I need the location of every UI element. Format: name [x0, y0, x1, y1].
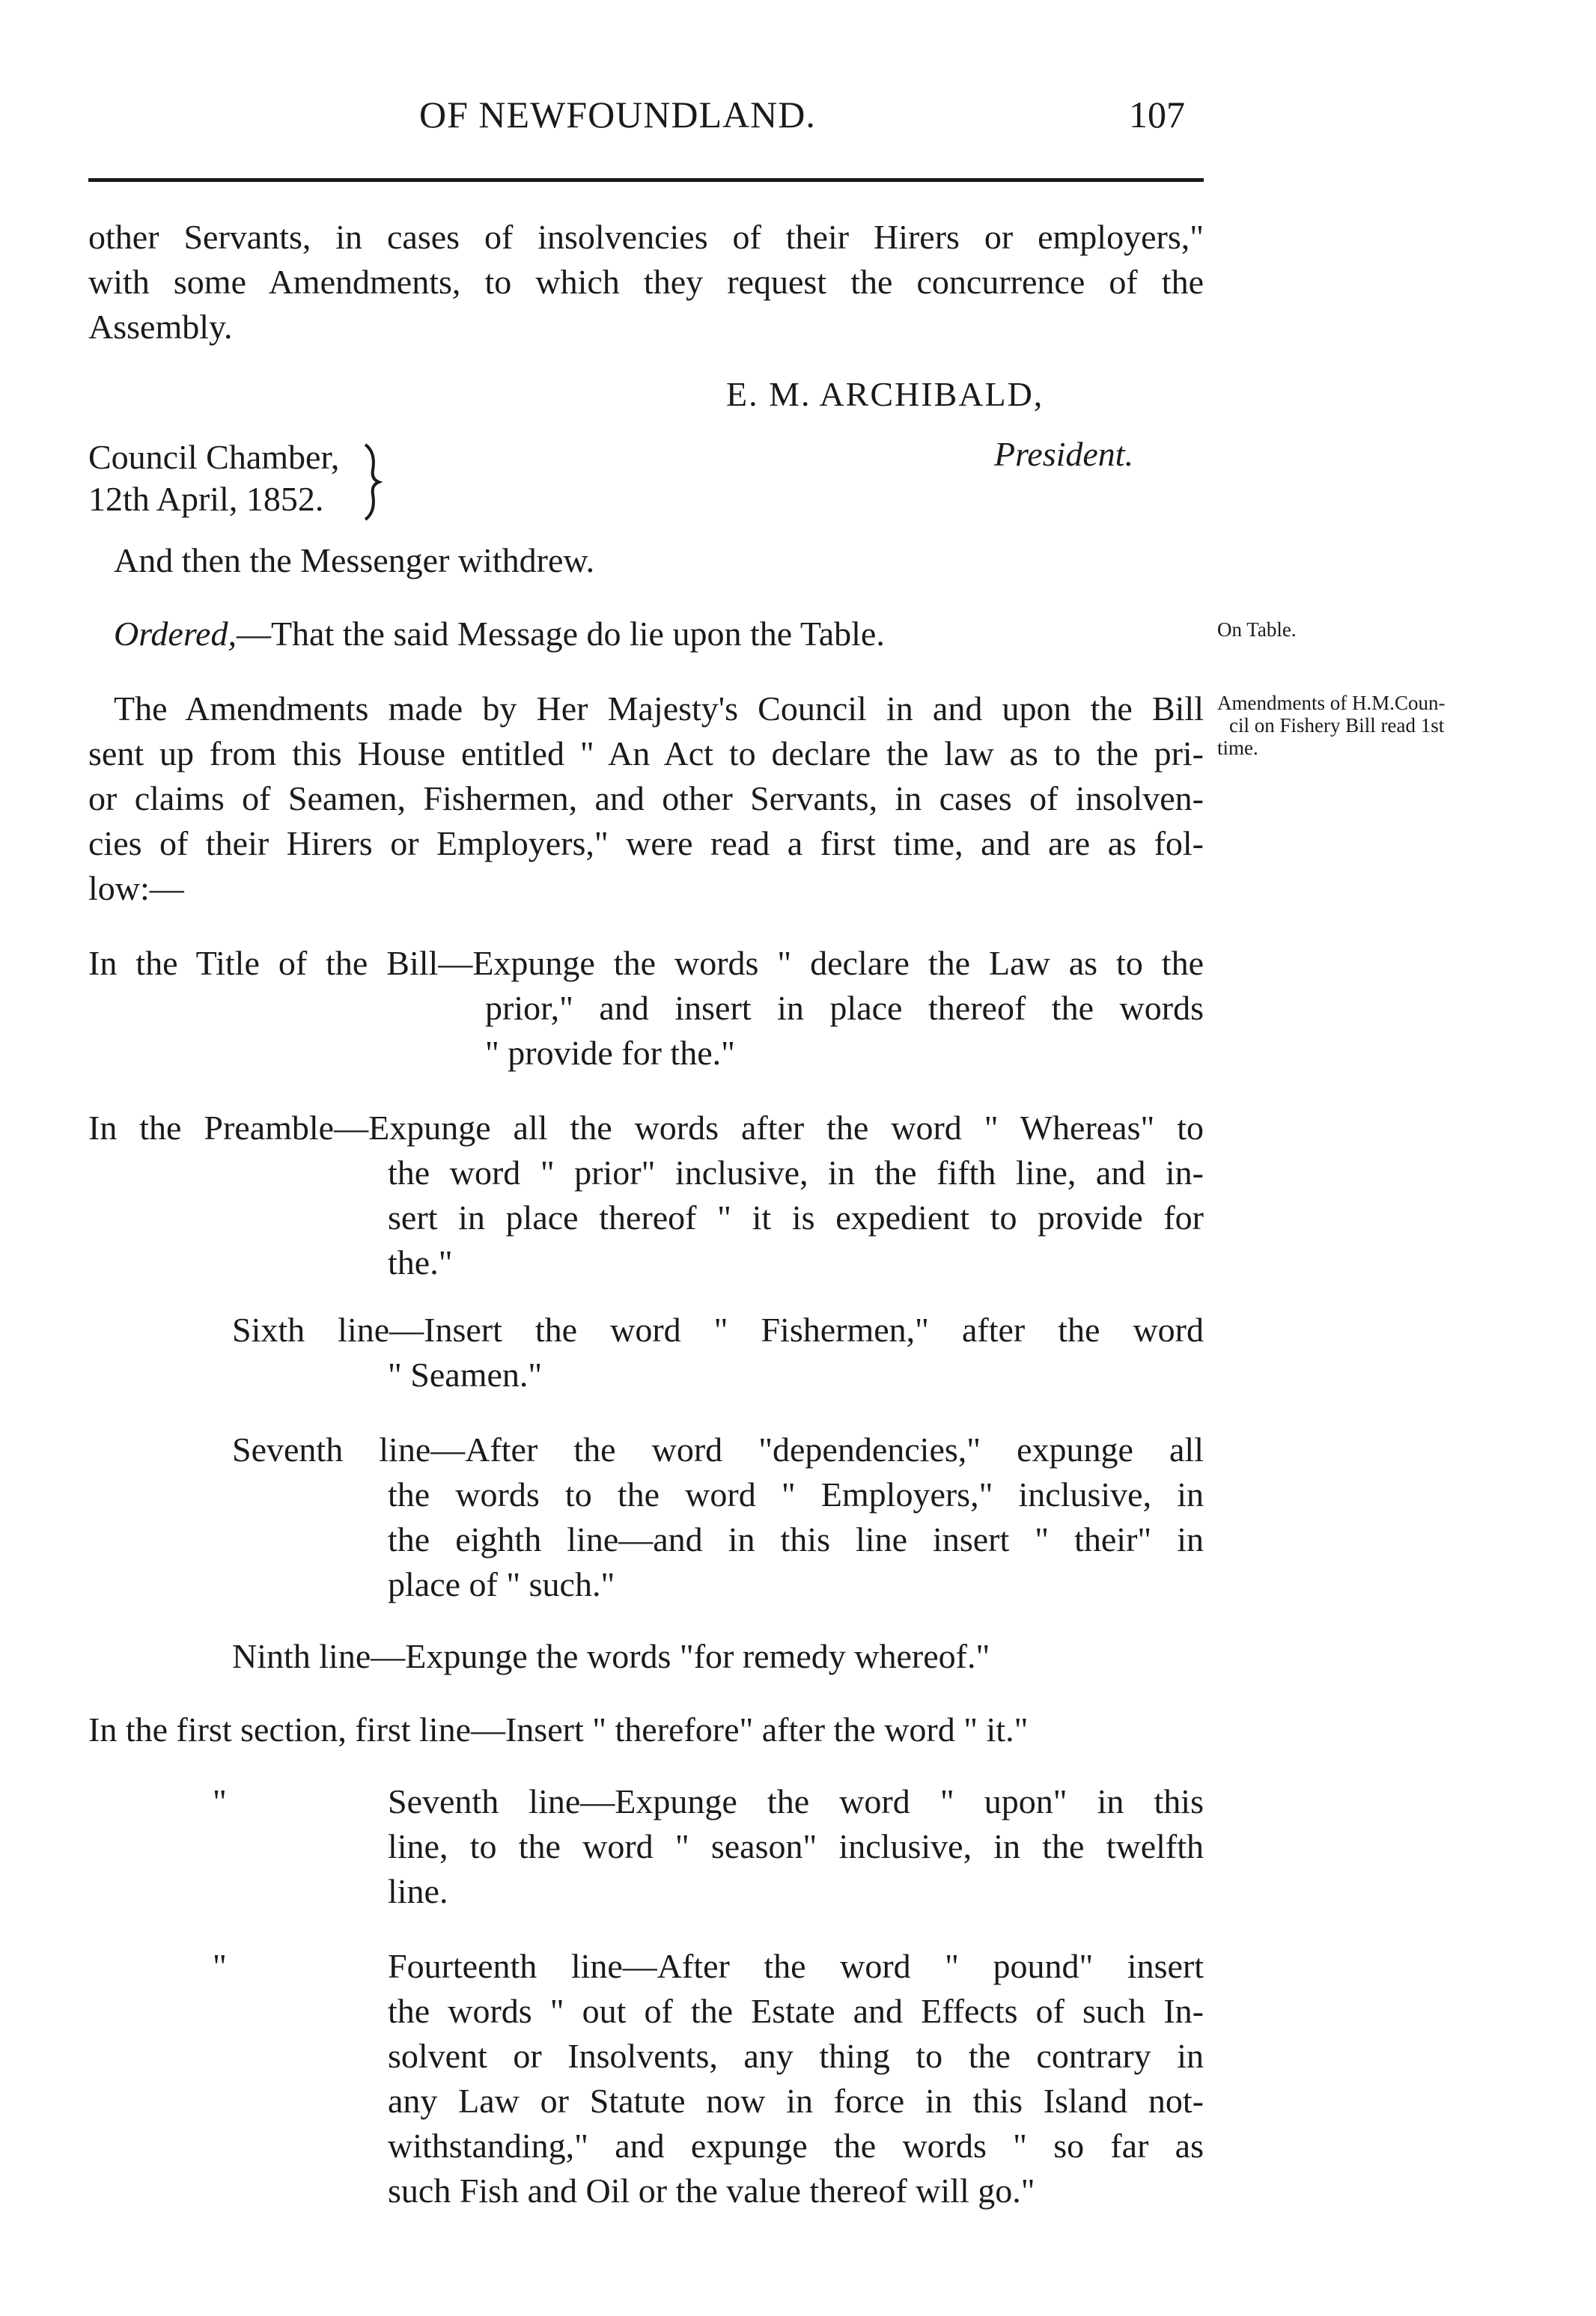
date: 12th April, 1852.	[88, 480, 324, 518]
amendment-title-line: " provide for the."	[485, 1034, 735, 1072]
amendment-fourteenth-line: solvent or Insolvents, any thing to the contrary in	[388, 2037, 1204, 2075]
message-line: with some Amendments, to which they request the concurrence of the	[88, 263, 1204, 301]
place: Council Chamber,	[88, 438, 340, 476]
amendment-seventh-line: the eighth line—and in this line insert " their" in	[388, 1520, 1204, 1558]
margin-note-amendments: Amendments of H.M.Coun-	[1217, 692, 1446, 714]
amendment-ninth-line: Ninth line—Expunge the words "for remedy whereof."	[232, 1637, 990, 1675]
amendments-intro-line: The Amendments made by Her Majesty's Council in and upon the Bill	[114, 689, 1204, 728]
amendment-seventh-section-line: line, to the word " season" inclusive, in the twelfth	[388, 1827, 1204, 1865]
amendment-fourteenth-line: withstanding," and expunge the words " so far as	[388, 2127, 1204, 2165]
page-number: 107	[1129, 94, 1185, 135]
amendment-sixth-line: " Seamen."	[388, 1356, 543, 1394]
amendment-seventh-line: place of " such."	[388, 1565, 615, 1603]
amendment-fourteenth-line: the words " out of the Estate and Effects of such In-	[388, 1992, 1204, 2030]
amendments-intro-line: sent up from this House entitled " An Act to declare the law as to the pri-	[88, 734, 1204, 772]
margin-note-on-table: On Table.	[1217, 618, 1297, 641]
brace-icon	[361, 440, 391, 524]
amendment-sixth-line: Sixth line—Insert the word " Fishermen," after the word	[232, 1311, 1204, 1349]
amendments-intro-line: cies of their Hirers or Employers," were read a first time, and are as fol-	[88, 824, 1204, 862]
amendment-title-line: In the Title of the Bill—Expunge the words " declare the Law as to the	[88, 944, 1204, 982]
header-rule	[88, 178, 1204, 182]
ordered-label: Ordered,	[114, 615, 237, 653]
margin-note-amendments: cil on Fishery Bill read 1st	[1229, 714, 1445, 737]
amendment-title-line: prior," and insert in place thereof the words	[485, 989, 1204, 1027]
amendment-preamble-line: In the Preamble—Expunge all the words after the word " Whereas" to	[88, 1109, 1204, 1147]
signatory-name: E. M. ARCHIBALD,	[726, 375, 1044, 413]
amendment-seventh-section-line: Seventh line—Expunge the word " upon" in this	[388, 1782, 1204, 1820]
ordered-text: —That the said Message do lie upon the Table.	[236, 615, 885, 653]
running-header: OF NEWFOUNDLAND.	[419, 94, 816, 135]
amendment-fourteenth-line: Fourteenth line—After the word " pound" insert	[388, 1947, 1204, 1985]
amendment-seventh-section-line: line.	[388, 1872, 448, 1910]
ordered-line	[114, 614, 885, 653]
amendment-preamble-line: the word " prior" inclusive, in the fifth line, and in-	[388, 1154, 1204, 1192]
amendments-intro-line: low:—	[88, 869, 184, 907]
messenger-withdrew: And then the Messenger withdrew.	[114, 541, 595, 579]
amendment-preamble-line: the."	[388, 1243, 453, 1282]
amendments-intro-line: or claims of Seamen, Fishermen, and other Servants, in cases of insolven-	[88, 779, 1204, 817]
message-line: Assembly.	[88, 308, 233, 346]
ditto-mark: "	[213, 1782, 227, 1820]
margin-note-amendments: time.	[1217, 737, 1258, 759]
signatory-title: President.	[994, 435, 1134, 473]
amendment-seventh-line: the words to the word " Employers," inclusive, in	[388, 1475, 1204, 1514]
amendment-fourteenth-line: such Fish and Oil or the value thereof will go."	[388, 2172, 1035, 2210]
amendment-fourteenth-line: any Law or Statute now in force in this Island not-	[388, 2082, 1204, 2120]
ditto-mark: "	[213, 1947, 227, 1985]
amendment-preamble-line: sert in place thereof " it is expedient to provide for	[388, 1198, 1204, 1237]
amendment-first-section: In the first section, first line—Insert " therefore" after the word " it."	[88, 1710, 1029, 1749]
amendment-seventh-line: Seventh line—After the word "dependencies," expunge all	[232, 1430, 1204, 1469]
message-line: other Servants, in cases of insolvencies of their Hirers or employers,"	[88, 218, 1204, 256]
